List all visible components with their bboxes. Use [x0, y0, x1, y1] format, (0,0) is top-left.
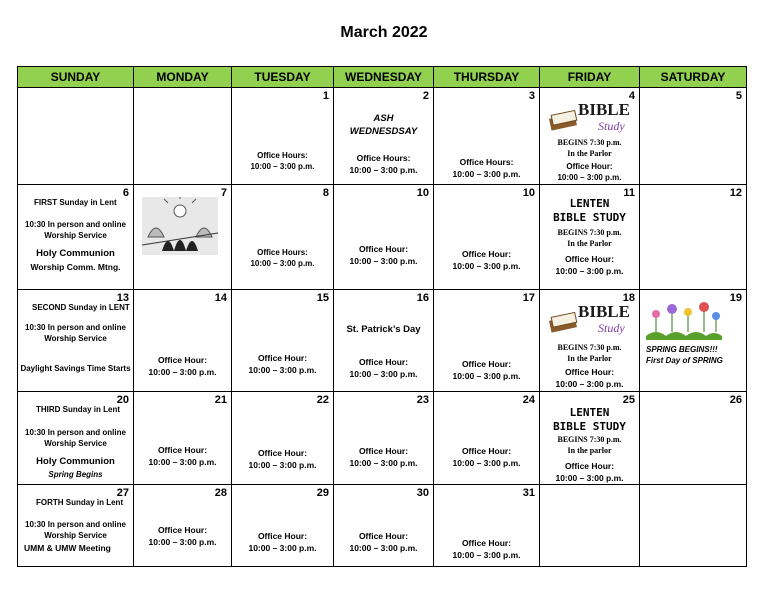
worship-service: Worship Service: [44, 334, 107, 343]
day-number: 1: [322, 90, 329, 102]
spring-begins-note: SPRING BEGINS!!!: [646, 345, 718, 354]
day-number: 11: [623, 187, 635, 199]
day-cell-empty: [18, 88, 134, 185]
office-hours-time: 10:00 – 3:00 p.m.: [349, 543, 418, 553]
day-number: 31: [522, 487, 535, 499]
bible-study-begins: BEGINS 7:30 p.m.: [557, 228, 622, 237]
day-cell-14: [134, 290, 232, 392]
praying-figures-illustration: [142, 197, 218, 255]
office-hours-time: 10:00 – 3:00 p.m.: [349, 256, 418, 266]
first-day-of-spring: First Day of SPRING: [646, 356, 723, 365]
office-hours-time: 10:00 – 3:00 p.m.: [349, 165, 418, 175]
office-hours-time: 10:00 – 3:00 p.m.: [555, 473, 624, 483]
office-hours-time: 10:00 – 3:00 p.m.: [452, 371, 521, 381]
office-hours-label: Office Hour:: [157, 355, 208, 365]
day-cell-2: [334, 88, 434, 185]
lent-sunday-label: FIRST Sunday in Lent: [34, 198, 117, 207]
bible-study-place: In the Parlor: [567, 149, 612, 158]
office-hours-time: 10:00 – 3:00 p.m.: [148, 457, 217, 467]
day-cell-28: [134, 485, 232, 567]
day-number: 20: [116, 394, 129, 406]
office-hours-label: Office Hour:: [358, 531, 409, 541]
office-hours-time: 10:00 – 3:00 p.m.: [557, 173, 622, 182]
worship-time: 10:30 In person and online: [25, 220, 126, 229]
office-hours-label: Office Hours:: [356, 153, 411, 163]
day-number: 24: [522, 394, 535, 406]
day-number: 25: [622, 394, 635, 406]
office-hours-time: 10:00 – 3:00 p.m.: [349, 458, 418, 468]
office-hours-label: Office Hour:: [461, 249, 512, 259]
day-cell-12: [640, 185, 747, 290]
office-hours-label: Office Hours:: [257, 151, 308, 160]
worship-time: 10:30 In person and online: [25, 428, 126, 437]
weekday-header-row: [18, 67, 747, 88]
worship-committee-meeting: Worship Comm. Mtng.: [30, 262, 121, 272]
day-cell-8: [232, 185, 334, 290]
header-friday: FRIDAY: [540, 67, 640, 88]
header-thursday: THURSDAY: [434, 67, 540, 88]
day-cell-empty: [134, 88, 232, 185]
day-number: 17: [522, 292, 535, 304]
worship-service: Worship Service: [44, 231, 107, 240]
bible-study-begins: BEGINS 7:30 p.m.: [557, 343, 622, 352]
office-hours-time: 10:00 – 3:00 p.m.: [452, 550, 521, 560]
day-number: 30: [416, 487, 429, 499]
day-cell-7: [134, 185, 232, 290]
header-saturday: SATURDAY: [640, 67, 747, 88]
day-cell-17: [434, 290, 540, 392]
day-cell-10: [434, 185, 540, 290]
office-hours-label: Office Hour:: [564, 461, 615, 471]
day-cell-30: [334, 485, 434, 567]
day-cell-22: [232, 392, 334, 485]
day-number: 10: [416, 187, 429, 199]
office-hours-time: 10:00 – 3:00 p.m.: [248, 365, 317, 375]
bible-logo-word: BIBLE: [578, 302, 630, 321]
office-hours-time: 10:00 – 3:00 p.m.: [555, 266, 624, 276]
office-hours-time: 10:00 – 3:00 p.m.: [148, 537, 217, 547]
office-hours-label: Office Hours:: [459, 157, 514, 167]
office-hours-label: Office Hour:: [157, 445, 208, 455]
office-hours-label: Office Hour:: [157, 525, 208, 535]
day-number: 7: [220, 187, 227, 199]
day-cell-3: [434, 88, 540, 185]
spring-begins-note: Spring Begins: [48, 470, 103, 479]
day-cell-1: [232, 88, 334, 185]
day-cell-16: [334, 290, 434, 392]
office-hours-time: 10:00 – 3:00 p.m.: [452, 458, 521, 468]
office-hours-time: 10:00 – 3:00 p.m.: [349, 369, 418, 379]
week-row: [18, 185, 747, 290]
day-number: 19: [729, 292, 742, 304]
lenten-bible-study-line1: LENTEN: [569, 197, 610, 210]
day-number: 28: [214, 487, 227, 499]
day-cell-26: [640, 392, 747, 485]
day-number: 26: [729, 394, 742, 406]
week-row: [18, 485, 747, 567]
holy-communion: Holy Communion: [36, 456, 115, 467]
bible-study-begins: BEGINS 7:30 p.m.: [557, 435, 622, 444]
office-hours-time: 10:00 – 3:00 p.m.: [555, 379, 624, 389]
header-wednesday: WEDNESDAY: [334, 67, 434, 88]
office-hours-time: 10:00 – 3:00 p.m.: [148, 367, 217, 377]
worship-service: Worship Service: [44, 531, 107, 540]
office-hours-time: 10:00 – 3:00 p.m.: [452, 169, 521, 179]
day-cell-18: [540, 290, 640, 392]
office-hours-label: Office Hour:: [564, 254, 615, 264]
day-cell-31: [434, 485, 540, 567]
day-cell-empty: [540, 485, 640, 567]
day-number: 14: [214, 292, 227, 304]
lenten-bible-study-line2: BIBLE STUDY: [553, 420, 626, 433]
office-hours-label: Office Hour:: [257, 353, 308, 363]
day-number: 22: [316, 394, 329, 406]
spring-flowers-illustration: [646, 302, 722, 340]
lent-sunday-label: FORTH Sunday in Lent: [36, 498, 124, 507]
day-number: 12: [729, 187, 742, 199]
lent-sunday-label: THIRD Sunday in Lent: [36, 405, 120, 414]
day-cell-20: [18, 392, 134, 485]
day-number: 8: [322, 187, 329, 199]
bible-study-begins: BEGINS 7:30 p.m.: [557, 138, 622, 147]
bible-study-place: In the Parlor: [567, 354, 612, 363]
day-cell-25: [540, 392, 640, 485]
day-number: 5: [735, 90, 742, 102]
office-hours-label: Office Hour:: [358, 244, 409, 254]
holy-communion: Holy Communion: [36, 248, 115, 259]
day-number: 27: [116, 487, 129, 499]
office-hours-label: Office Hour:: [461, 359, 512, 369]
calendar-title: March 2022: [340, 24, 428, 41]
day-number: 2: [422, 90, 429, 102]
week-row: [18, 392, 747, 485]
office-hours-time: 10:00 – 3:00 p.m.: [250, 162, 315, 171]
office-hours-label: Office Hour:: [257, 448, 308, 458]
worship-time: 10:30 In person and online: [25, 520, 126, 529]
day-cell-21: [134, 392, 232, 485]
lenten-bible-study-line1: LENTEN: [569, 406, 610, 419]
day-number: 6: [122, 187, 129, 199]
week-row: [18, 88, 747, 185]
day-cell-27: [18, 485, 134, 567]
office-hours-time: 10:00 – 3:00 p.m.: [248, 543, 317, 553]
day-number: 15: [316, 292, 329, 304]
day-cell-empty: [640, 485, 747, 567]
study-logo-word: Study: [598, 119, 625, 133]
lent-sunday-label: SECOND Sunday in LENT: [32, 303, 130, 312]
day-cell-15: [232, 290, 334, 392]
day-number: 4: [628, 90, 635, 102]
lenten-bible-study-line2: BIBLE STUDY: [553, 211, 626, 224]
day-cell-4: [540, 88, 640, 185]
week-row: [18, 290, 747, 392]
day-cell-24: [434, 392, 540, 485]
day-cell-13: [18, 290, 134, 392]
day-cell-11: [540, 185, 640, 290]
day-number: 29: [316, 487, 329, 499]
office-hours-time: 10:00 – 3:00 p.m.: [250, 259, 315, 268]
bible-study-logo: [548, 96, 632, 134]
bible-study-place: In the Parlor: [567, 239, 612, 248]
day-number: 16: [416, 292, 429, 304]
st-patricks-day: St. Patrick’s Day: [346, 324, 421, 335]
day-cell-6: [18, 185, 134, 290]
header-tuesday: TUESDAY: [232, 67, 334, 88]
office-hours-label: Office Hour:: [566, 162, 613, 171]
office-hours-label: Office Hour:: [564, 367, 615, 377]
office-hours-label: Office Hour:: [257, 531, 308, 541]
daylight-savings-note: Daylight Savings Time Starts: [20, 364, 131, 373]
day-number: 3: [528, 90, 535, 102]
umm-umw-meeting: UMM & UMW Meeting: [24, 543, 111, 553]
event-ash-wednesday-line2: WEDNESDSAY: [349, 126, 418, 137]
day-number: 10: [522, 187, 535, 199]
header-sunday: SUNDAY: [18, 67, 134, 88]
office-hours-label: Office Hour:: [461, 538, 512, 548]
day-number: 18: [622, 292, 635, 304]
day-cell-23: [334, 392, 434, 485]
month-calendar: [17, 66, 747, 567]
office-hours-label: Office Hours:: [257, 248, 308, 257]
worship-service: Worship Service: [44, 439, 107, 448]
study-logo-word: Study: [598, 321, 625, 335]
day-cell-29: [232, 485, 334, 567]
day-number: 13: [116, 292, 129, 304]
office-hours-label: Office Hour:: [358, 446, 409, 456]
event-ash-wednesday-line1: ASH: [373, 113, 394, 124]
day-number: 23: [416, 394, 429, 406]
office-hours-label: Office Hour:: [461, 446, 512, 456]
office-hours-time: 10:00 – 3:00 p.m.: [452, 261, 521, 271]
bible-study-logo: [548, 298, 632, 336]
worship-time: 10:30 In person and online: [25, 323, 126, 332]
day-cell-5: [640, 88, 747, 185]
day-cell-19: [640, 290, 747, 392]
office-hours-label: Office Hour:: [358, 357, 409, 367]
day-number: 21: [214, 394, 227, 406]
day-cell-9: [334, 185, 434, 290]
bible-study-place: In the parlor: [567, 446, 612, 455]
bible-logo-word: BIBLE: [578, 100, 630, 119]
header-monday: MONDAY: [134, 67, 232, 88]
office-hours-time: 10:00 – 3:00 p.m.: [248, 460, 317, 470]
